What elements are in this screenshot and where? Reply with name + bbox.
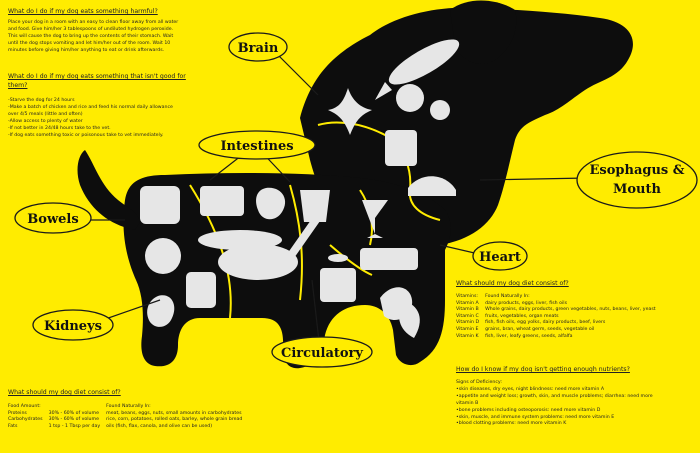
kidneys-label: Kidneys: [44, 319, 102, 334]
nutrients-subtitle: Signs of Deficiency:: [456, 380, 502, 385]
vitamin-table: [456, 294, 662, 340]
diet-bottom-heading: What should my dog diet consist of?: [8, 389, 121, 396]
esophagus-label-line2: Mouth: [613, 182, 661, 197]
table-row: [456, 327, 662, 334]
table-cell: Carbohydrates: [8, 417, 43, 423]
pot-icon: [385, 130, 417, 166]
not-good-line: -Allow access to plenty of water: [8, 118, 83, 124]
not-good-heading-line: them?: [8, 82, 28, 89]
coffee-mug-icon: [320, 268, 356, 302]
table-header-row: [456, 294, 662, 301]
table-cell: meat, beans, eggs, nuts, small amounts in carbohydrates: [106, 410, 242, 416]
diet-right-heading: What should my dog diet consist of?: [456, 280, 569, 287]
table-cell: Vitamin D: [456, 320, 480, 326]
table-cell: 30% - 60% of volume: [48, 417, 99, 423]
harmful-text: [8, 20, 178, 55]
table-row: [8, 424, 248, 431]
table-cell: Fats: [8, 423, 18, 429]
steam-icon: [328, 254, 348, 262]
nutrients-heading: How do I know if my dog isn't getting enough nutrients?: [456, 366, 630, 373]
table-header-cell: Vitamins:: [456, 294, 478, 299]
bag-icon: [300, 190, 330, 222]
not-good-line: -If dog eats something toxic or poisonous take to vet immediately.: [8, 132, 164, 138]
brain-label: Brain: [237, 41, 279, 56]
nutrients-line: •blood clotting problems: need more vitamin K: [456, 421, 567, 427]
esophagus-label-line1: Esophagus &: [589, 163, 685, 178]
table-cell: dairy products, eggs, liver, fish oils: [485, 300, 568, 306]
harmful-heading: What do I do if my dog eats something harmful?: [8, 8, 158, 15]
bowels-label: Bowels: [27, 212, 79, 227]
table-header-cell: Food Amount:: [8, 404, 41, 409]
nutrients-text: [456, 380, 653, 428]
intestines-label: Intestines: [220, 139, 294, 154]
not-good-heading: [8, 72, 186, 90]
cheese-icon: [218, 244, 298, 280]
harmful-line: until the dog stops vomiting and let him/her out of the room. Wait 10: [8, 40, 171, 46]
table-header-row: [8, 404, 248, 411]
table-cell: Vitamin E: [456, 326, 479, 332]
sandwich-icon: [360, 248, 418, 270]
harmful-line: and food. Give him/her 3 tablespoons of undiluted hydrogen peroxide.: [8, 26, 174, 32]
tomato-icon: [145, 238, 181, 274]
not-good-line: over 4/5 meals (little and often): [8, 111, 83, 117]
table-cell: fish, liver, leafy greens, seeds, alfalfa: [485, 333, 573, 339]
diet-table: [8, 404, 248, 430]
not-good-heading-line: What do I do if my dog eats something that isn't good for: [8, 73, 186, 80]
nutrients-line: •skin, muscle, and immune system problems: need more vitamin E: [456, 414, 615, 420]
harmful-line: This will cause the dog to bring up the contents of their stomach. Wait: [8, 33, 174, 39]
harmful-line: Place your dog in a room with an easy to clean floor away from all water: [8, 20, 179, 25]
table-header-cell: Found Naturally In:: [485, 294, 530, 299]
table-row: [456, 320, 662, 327]
heart-label: Heart: [479, 250, 521, 265]
table-row: [8, 417, 248, 424]
can-icon: [186, 272, 216, 308]
not-good-line: -Starve the dog for 24 hours: [8, 98, 75, 103]
table-row: [456, 334, 662, 341]
nutrients-line: •bone problems including osteoporosis: need more vitamin D: [456, 407, 601, 413]
table-cell: oils (fish, flax, canola, and olive can be used): [106, 423, 213, 429]
esophagus-bubble: [577, 152, 697, 208]
not-good-text: [8, 98, 173, 139]
not-good-line: -Make a batch of chicken and rice and feed his normal daily allowance: [8, 104, 173, 110]
table-cell: Vitamin B: [456, 307, 479, 313]
table-cell: fruits, vegetables, organ meats: [485, 313, 559, 319]
table-cell: fish, fish oils, egg yolks, dairy products, beef, livers: [485, 320, 606, 326]
table-cell: grains, bran, wheat germ, seeds, vegetable oil: [485, 326, 595, 332]
nutrients-line: •skin diseases, dry eyes, night blindness: need more vitamin A: [456, 386, 605, 392]
table-header-cell: Found Naturally In:: [106, 404, 151, 409]
table-header-cell: [49, 404, 107, 411]
table-cell: Vitamin K: [456, 333, 479, 339]
circulatory-label: Circulatory: [281, 346, 363, 361]
nutrients-line: •appetite and weight loss; growth, skin, and muscle problems; diarrhea: need more: [456, 393, 653, 399]
table-cell: 1 tsp - 1 Tbsp per day: [48, 423, 101, 429]
table-cell: 30% - 60% of volume: [48, 410, 99, 416]
table-cell: rice, corn, potatoes, rolled oats, barley, whole grain bread: [106, 417, 243, 423]
table-row: [456, 307, 662, 314]
harmful-line: minutes before giving him/her anything to eat or drink afterwards.: [8, 47, 165, 53]
table-cell: Vitamin A: [456, 300, 479, 306]
table-cell: Vitamin C: [456, 313, 479, 319]
cake-icon: [200, 186, 244, 216]
nutrients-line: vitamin B: [456, 400, 479, 406]
table-cell: Whole grains, dairy products, green vegetables, nuts, beans, liver, yeast: [485, 307, 656, 313]
cup-icon: [430, 100, 450, 120]
glass-icon: [140, 186, 180, 224]
table-cell: Proteins: [8, 410, 27, 416]
apple-icon: [396, 84, 424, 112]
not-good-line: -If not better in 24/48 hours take to the vet.: [8, 125, 111, 131]
